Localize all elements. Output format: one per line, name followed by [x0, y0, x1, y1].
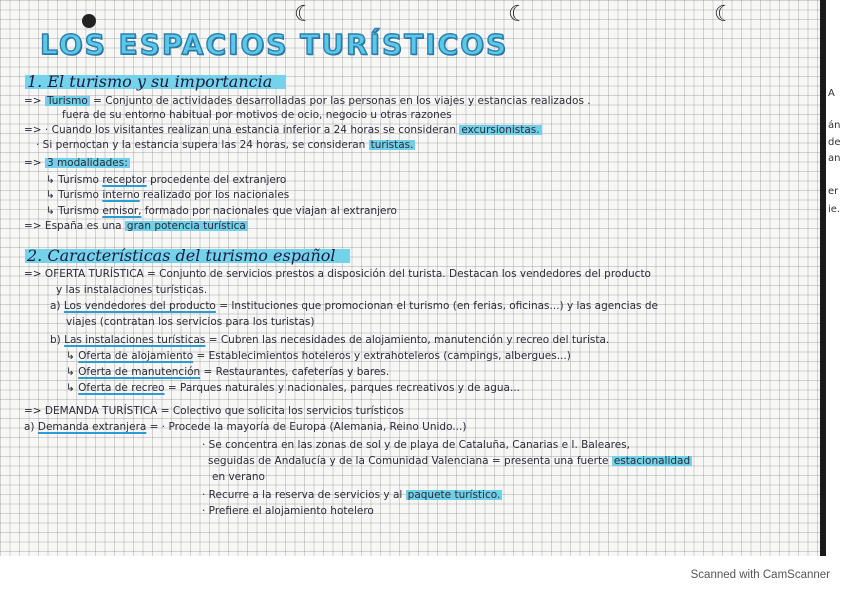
underlined-term: emisor,	[102, 205, 142, 217]
note-text: = · Procede la mayoría de Europa (Alemania, Reino Unido...)	[146, 421, 467, 433]
note-text: realizado por los nacionales	[139, 189, 290, 201]
note-text: => OFERTA TURÍSTICA = Conjunto de servicios prestos a disposición del turista. Destacan los vendedores del producto	[24, 268, 651, 280]
highlighted-term: turistas.	[370, 139, 414, 151]
underlined-term: Las instalaciones turísticas	[64, 334, 206, 346]
highlighted-term: estacionalidad	[613, 455, 691, 467]
adjacent-page-edge	[826, 0, 848, 556]
binder-hole-icon	[82, 14, 96, 28]
note-text: => · Cuando los visitantes realizan una estancia inferior a 24 horas se consideran	[24, 124, 460, 136]
note-line-19	[24, 421, 466, 434]
highlighted-term: gran potencia turística	[126, 220, 246, 232]
note-text: => España es una	[24, 220, 125, 232]
edge-fragment: án	[828, 120, 841, 131]
note-line-04	[36, 139, 415, 152]
note-text: viajes (contratan los servicios para los turistas)	[66, 316, 315, 328]
note-text: a)	[24, 421, 38, 433]
highlighted-term: excursionistas.	[461, 124, 540, 136]
note-line-01	[24, 95, 591, 108]
note-line-20	[202, 439, 630, 452]
note-text: fuera de su entorno habitual por motivos de ocio, negocio u otras razones	[62, 109, 452, 121]
edge-fragment: ie.	[828, 204, 841, 215]
highlighted-term: Turismo	[46, 95, 88, 107]
underlined-term: Los vendedores del producto	[63, 300, 216, 312]
note-text: en verano	[212, 471, 265, 483]
section-heading-2	[25, 247, 350, 265]
note-line-13	[66, 316, 315, 329]
note-line-15	[66, 350, 571, 363]
note-text: ↳	[66, 382, 79, 394]
note-line-03	[24, 124, 542, 137]
highlighted-term: paquete turístico.	[407, 489, 501, 501]
binder-ring-icon: ☾	[714, 2, 734, 27]
section-heading-1	[25, 73, 286, 91]
note-text: y las instalaciones turísticas.	[56, 284, 208, 296]
note-text: a)	[50, 300, 64, 312]
note-line-22	[212, 471, 265, 484]
edge-fragment: er	[828, 186, 839, 197]
note-line-05	[24, 157, 130, 170]
scanner-watermark: Scanned with CamScanner	[690, 569, 830, 581]
edge-fragment: de	[828, 137, 841, 148]
note-text: = Conjunto de actividades desarrolladas por las personas en los viajes y estancias realizados .	[89, 95, 591, 107]
note-text: =>	[24, 95, 45, 107]
note-line-18	[24, 405, 404, 418]
note-text: = Restaurantes, cafeterías y bares.	[200, 366, 390, 378]
note-text: ↳ Turismo	[46, 174, 103, 186]
note-line-10	[24, 268, 651, 281]
edge-fragment: an	[828, 153, 841, 164]
note-text: ↳	[66, 350, 79, 362]
note-text: b)	[50, 334, 65, 346]
note-line-11	[56, 284, 207, 297]
note-line-02	[62, 109, 452, 122]
note-line-24	[202, 505, 374, 518]
note-text: ↳	[66, 366, 79, 378]
note-text: ↳ Turismo	[46, 205, 103, 217]
highlighted-term: 3 modalidades:	[46, 157, 128, 169]
note-line-08	[46, 205, 397, 218]
note-line-06	[46, 174, 286, 187]
note-line-09	[24, 220, 248, 233]
note-text: = Cubren las necesidades de alojamiento, manutención y recreo del turista.	[205, 334, 610, 346]
note-text: · Se concentra en las zonas de sol y de playa de Cataluña, Canarias e I. Baleares,	[202, 439, 630, 451]
underlined-term: Oferta de manutención	[78, 366, 201, 378]
note-text: =>	[24, 157, 45, 169]
note-line-23	[202, 489, 502, 502]
note-text: · Recurre a la reserva de servicios y al	[202, 489, 406, 501]
note-text: = Parques naturales y nacionales, parques recreativos y de agua...	[164, 382, 520, 394]
edge-fragment: A	[828, 88, 835, 99]
note-text: => DEMANDA TURÍSTICA = Colectivo que solicita los servicios turísticos	[24, 405, 404, 417]
note-text: · Si pernoctan y la estancia supera las 24 horas, se consideran	[36, 139, 369, 151]
underlined-term: Demanda extranjera	[37, 421, 147, 433]
note-line-17	[66, 382, 520, 395]
note-text: = Establecimientos hoteleros y extrahoteleros (campings, albergues...)	[193, 350, 571, 362]
highlighted-term: 2. Características del turismo español	[25, 246, 350, 265]
note-text: · Prefiere el alojamiento hotelero	[202, 505, 374, 517]
underlined-term: Oferta de recreo	[78, 382, 165, 394]
note-line-07	[46, 189, 289, 202]
note-text: ↳ Turismo	[46, 189, 103, 201]
note-text: procedente del extranjero	[146, 174, 287, 186]
note-line-12	[50, 300, 658, 313]
binder-ring-icon: ☾	[294, 2, 314, 27]
underlined-term: Oferta de alojamiento	[78, 350, 194, 362]
binder-ring-icon: ☾	[508, 2, 528, 27]
underlined-term: interno	[102, 189, 140, 201]
note-line-21	[208, 455, 692, 468]
note-line-16	[66, 366, 389, 379]
note-line-14	[50, 334, 609, 347]
note-text: seguidas de Andalucía y de la Comunidad Valenciana = presenta una fuerte	[208, 455, 612, 467]
underlined-term: receptor	[102, 174, 147, 186]
note-text: formado por nacionales que viajan al extranjero	[141, 205, 397, 217]
page-title: LOS ESPACIOS TURÍSTICOS	[40, 28, 509, 61]
note-text: = Instituciones que promocionan el turismo (en ferias, oficinas...) y las agencias de	[215, 300, 658, 312]
highlighted-term: 1. El turismo y su importancia	[25, 72, 286, 91]
